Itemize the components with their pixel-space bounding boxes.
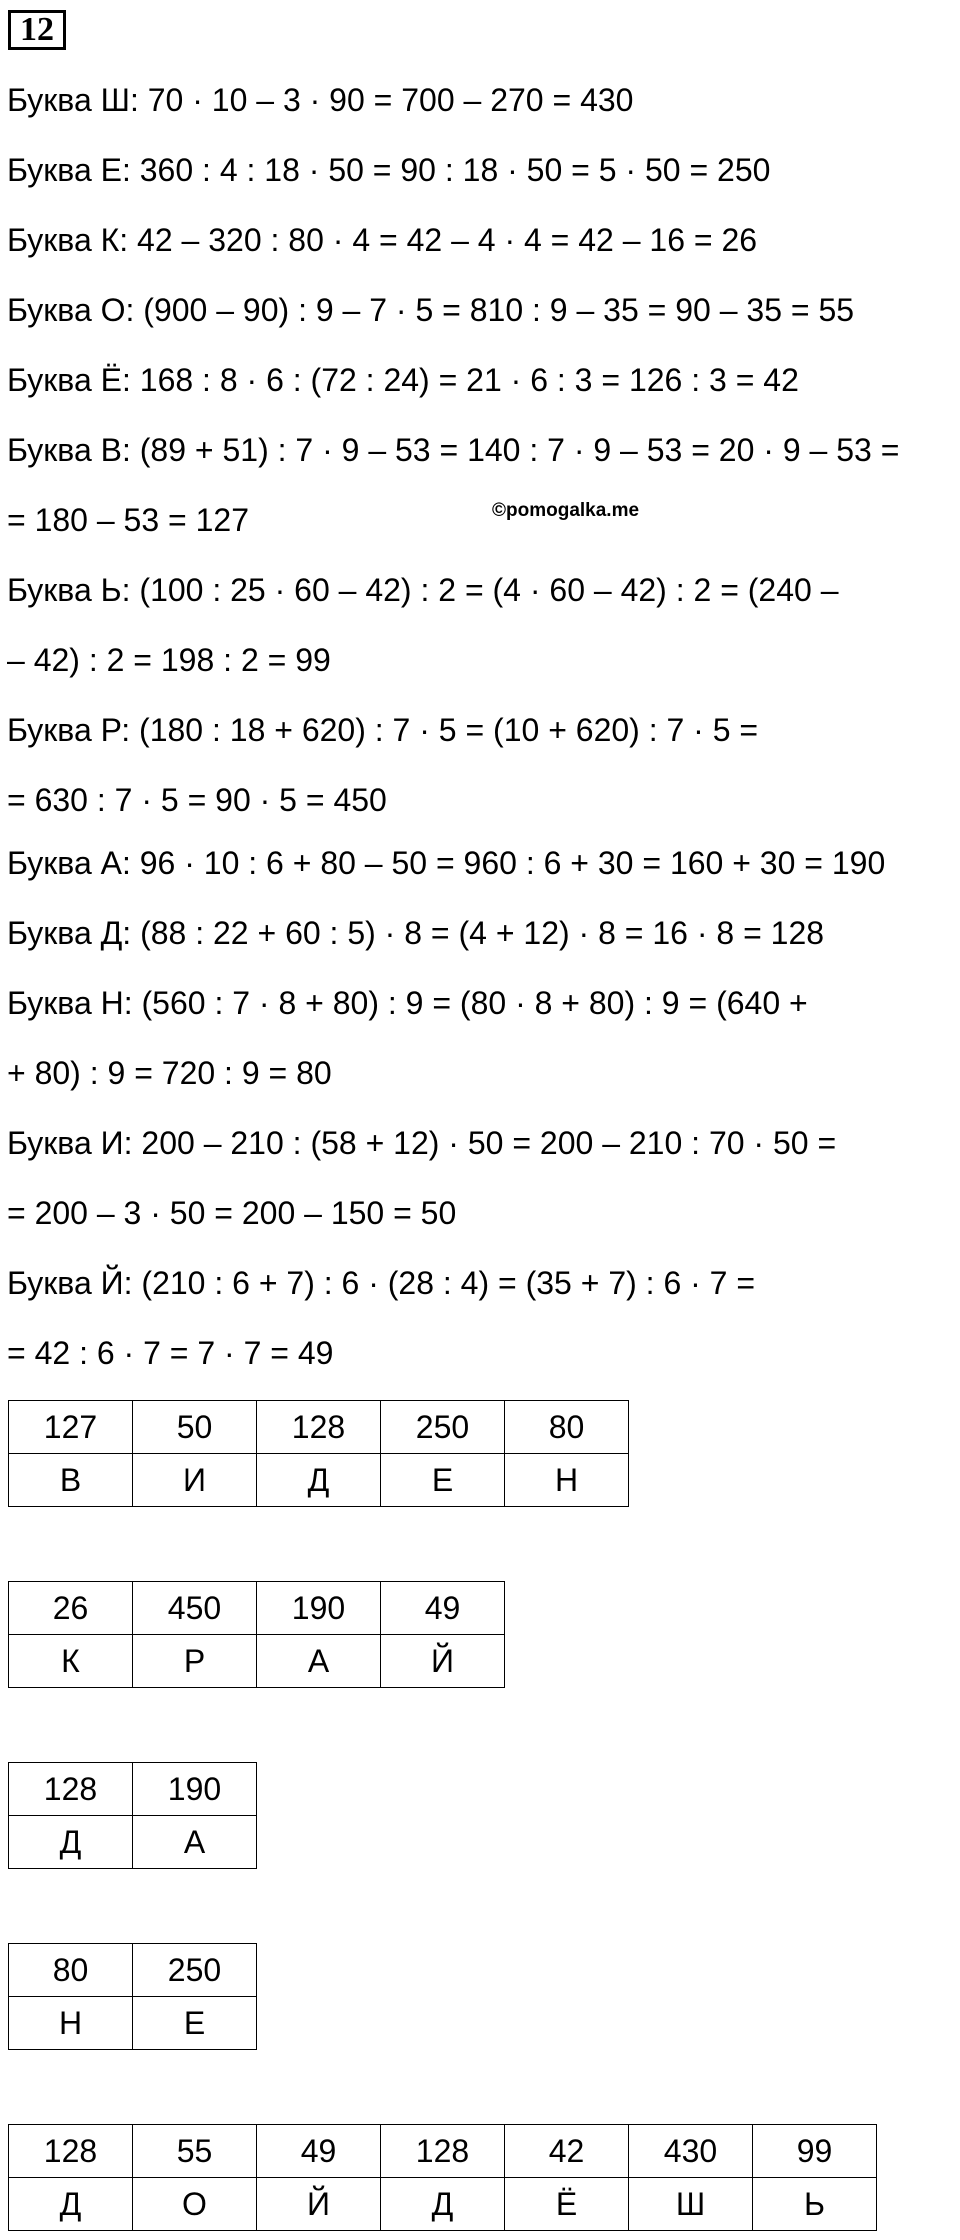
letter-cell: Д: [9, 2178, 133, 2231]
number-cell: 49: [257, 2125, 381, 2178]
calc-line-soft-sign: Буква Ь: (100 : 25 · 60 – 42) : 2 = (4 · 60 – 42) : 2 = (240 –: [7, 572, 839, 608]
number-cell: 250: [133, 1944, 257, 1997]
calc-line-a: Буква А: 96 · 10 : 6 + 80 – 50 = 960 : 6 + 30 = 160 + 30 = 190: [7, 845, 886, 881]
answer-table-3: [8, 1762, 257, 1869]
calc-line-iy-cont: = 42 : 6 · 7 = 7 · 7 = 49: [7, 1335, 334, 1371]
calc-line-iy: Буква Й: (210 : 6 + 7) : 6 · (28 : 4) = (35 + 7) : 6 · 7 =: [7, 1265, 756, 1301]
answer-table-2: [8, 1581, 505, 1688]
number-cell: 99: [753, 2125, 877, 2178]
letter-cell: Ь: [753, 2178, 877, 2231]
calc-line-d: Буква Д: (88 : 22 + 60 : 5) · 8 = (4 + 12) · 8 = 16 · 8 = 128: [7, 915, 825, 951]
table-row-letters: [9, 2178, 877, 2231]
number-cell: 128: [381, 2125, 505, 2178]
answer-table-1: [8, 1400, 629, 1507]
calc-line-yo: Буква Ё: 168 : 8 · 6 : (72 : 24) = 21 · 6 : 3 = 126 : 3 = 42: [7, 362, 799, 398]
table-row-letters: [9, 1635, 505, 1688]
calc-line-e: Буква Е: 360 : 4 : 18 · 50 = 90 : 18 · 50 = 5 · 50 = 250: [7, 152, 771, 188]
calc-line-r-cont: = 630 : 7 · 5 = 90 · 5 = 450: [7, 782, 387, 818]
table-row-numbers: [9, 1582, 505, 1635]
table-row-numbers: [9, 2125, 877, 2178]
number-cell: 49: [381, 1582, 505, 1635]
calc-line-k: Буква К: 42 – 320 : 80 · 4 = 42 – 4 · 4 = 42 – 16 = 26: [7, 222, 758, 258]
letter-cell: О: [133, 2178, 257, 2231]
number-cell: 430: [629, 2125, 753, 2178]
number-cell: 80: [9, 1944, 133, 1997]
letter-cell: Н: [9, 1997, 133, 2050]
letter-cell: Ш: [629, 2178, 753, 2231]
answer-table-4: [8, 1943, 257, 2050]
calc-line-n: Буква Н: (560 : 7 · 8 + 80) : 9 = (80 · 8 + 80) : 9 = (640 +: [7, 985, 808, 1021]
answer-table-5: [8, 2124, 877, 2231]
letter-cell: Й: [381, 1635, 505, 1688]
table-row-numbers: [9, 1944, 257, 1997]
letter-cell: А: [257, 1635, 381, 1688]
number-cell: 55: [133, 2125, 257, 2178]
number-cell: 42: [505, 2125, 629, 2178]
table-row-numbers: [9, 1401, 629, 1454]
letter-cell: Е: [381, 1454, 505, 1507]
letter-cell: Е: [133, 1997, 257, 2050]
number-cell: 450: [133, 1582, 257, 1635]
watermark-text: ©pomogalka.me: [492, 500, 640, 521]
calc-line-o: Буква О: (900 – 90) : 9 – 7 · 5 = 810 : 9 – 35 = 90 – 35 = 55: [7, 292, 855, 328]
calc-line-n-cont: + 80) : 9 = 720 : 9 = 80: [7, 1055, 332, 1091]
number-cell: 128: [257, 1401, 381, 1454]
number-cell: 50: [133, 1401, 257, 1454]
letter-cell: Й: [257, 2178, 381, 2231]
number-cell: 250: [381, 1401, 505, 1454]
table-row-letters: [9, 1997, 257, 2050]
calc-line-i: Буква И: 200 – 210 : (58 + 12) · 50 = 200 – 210 : 70 · 50 =: [7, 1125, 837, 1161]
letter-cell: И: [133, 1454, 257, 1507]
calc-line-v: Буква В: (89 + 51) : 7 · 9 – 53 = 140 : 7 · 9 – 53 = 20 · 9 – 53 =: [7, 432, 900, 468]
calc-line-soft-sign-cont: – 42) : 2 = 198 : 2 = 99: [7, 642, 331, 678]
table-row-letters: [9, 1454, 629, 1507]
letter-cell: Д: [381, 2178, 505, 2231]
table-row-numbers: [9, 1763, 257, 1816]
letter-cell: Д: [257, 1454, 381, 1507]
calc-line-i-cont: = 200 – 3 · 50 = 200 – 150 = 50: [7, 1195, 457, 1231]
letter-cell: В: [9, 1454, 133, 1507]
calc-line-r: Буква Р: (180 : 18 + 620) : 7 · 5 = (10 + 620) : 7 · 5 =: [7, 712, 759, 748]
letter-cell: Н: [505, 1454, 629, 1507]
letter-cell: Ё: [505, 2178, 629, 2231]
letter-cell: Д: [9, 1816, 133, 1869]
calc-line-v-cont: = 180 – 53 = 127: [7, 502, 249, 538]
letter-cell: Р: [133, 1635, 257, 1688]
task-number-badge: 12: [8, 10, 66, 50]
letter-cell: К: [9, 1635, 133, 1688]
number-cell: 128: [9, 2125, 133, 2178]
number-cell: 80: [505, 1401, 629, 1454]
number-cell: 190: [257, 1582, 381, 1635]
calc-line-sh: Буква Ш: 70 · 10 – 3 · 90 = 700 – 270 = 430: [7, 82, 634, 118]
number-cell: 128: [9, 1763, 133, 1816]
number-cell: 190: [133, 1763, 257, 1816]
letter-cell: А: [133, 1816, 257, 1869]
table-row-letters: [9, 1816, 257, 1869]
number-cell: 26: [9, 1582, 133, 1635]
number-cell: 127: [9, 1401, 133, 1454]
